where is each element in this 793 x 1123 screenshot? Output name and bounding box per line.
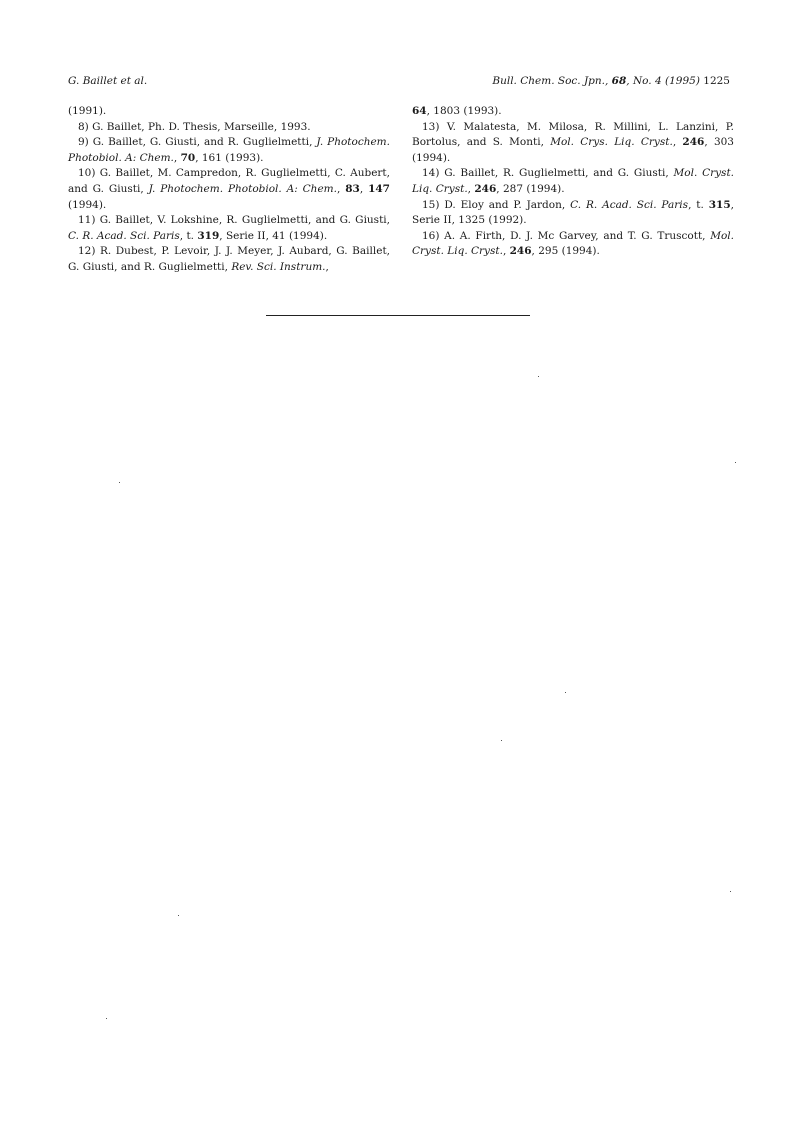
- reference-text: Mol. Cryst. Liq. Cryst.: [412, 229, 734, 258]
- reference-text: 10) G. Baillet, M. Campredon, R. Guglielmetti, C. Aubert, and G. Giusti,: [68, 167, 390, 195]
- references-right-column: [412, 104, 734, 260]
- running-head: [68, 74, 730, 88]
- page-number: 1225: [703, 75, 730, 87]
- header-year: (1995): [665, 75, 700, 87]
- reference-ref12: [68, 244, 390, 275]
- reference-text: ,: [502, 245, 510, 258]
- references-left-column: [68, 104, 390, 276]
- scan-speck: [501, 740, 502, 741]
- reference-text: 246: [474, 182, 497, 195]
- reference-text: C. R. Acad. Sci. Paris: [68, 229, 180, 242]
- reference-text: C. R. Acad. Sci. Paris: [570, 198, 689, 211]
- reference-text: 15) D. Eloy and P. Jardon,: [422, 198, 571, 211]
- reference-text: , 161 (1993).: [195, 151, 264, 164]
- reference-text: ,: [672, 136, 683, 149]
- reference-text: , 1803 (1993).: [426, 105, 502, 117]
- reference-text: 83: [345, 182, 360, 195]
- reference-text: 8) G. Baillet, Ph. D. Thesis, Marseille, 1993.: [78, 120, 311, 133]
- reference-text: , Serie II, 41 (1994).: [219, 229, 328, 242]
- scan-speck: [119, 482, 120, 483]
- reference-text: 319: [197, 229, 220, 242]
- scan-speck: [106, 1018, 107, 1019]
- reference-text: (1991).: [68, 105, 107, 117]
- header-volume: 68: [611, 75, 627, 87]
- reference-text: , t.: [688, 198, 709, 211]
- reference-text: ,: [325, 260, 329, 273]
- reference-text: 70: [180, 151, 196, 164]
- reference-text: 246: [509, 245, 532, 258]
- reference-ref13: [412, 120, 734, 167]
- reference-text: (1994).: [68, 198, 107, 211]
- reference-ref10: [68, 166, 390, 213]
- reference-text: 13) V. Malatesta, M. Milosa, R. Millini, L. Lanzini, P. Bortolus, and S. Monti,: [412, 120, 734, 149]
- header-issue: No. 4: [632, 75, 662, 87]
- reference-text: , Serie II, 1325 (1992).: [412, 198, 734, 227]
- reference-text: , t.: [179, 229, 198, 242]
- reference-cont12: [412, 104, 734, 120]
- scan-speck: [178, 915, 179, 916]
- scan-speck: [730, 891, 731, 892]
- reference-text: J. Photochem. Photobiol. A: Chem.: [68, 136, 390, 164]
- reference-cont7: [68, 104, 390, 120]
- reference-text: 12) R. Dubest, P. Levoir, J. J. Meyer, J. Aubard, G. Baillet, G. Giusti, and R. Guglielmetti,: [68, 245, 390, 273]
- reference-text: 147: [368, 182, 390, 195]
- header-citation: Bull. Chem. Soc. Jpn., 68, No. 4 (1995) 1225: [492, 75, 730, 87]
- reference-text: J. Photochem. Photobiol. A: Chem.: [148, 182, 337, 195]
- reference-ref9: [68, 135, 390, 166]
- reference-text: ,: [467, 182, 475, 195]
- reference-text: 14) G. Baillet, R. Guglielmetti, and G. Giusti,: [422, 167, 674, 180]
- reference-text: 9) G. Baillet, G. Giusti, and R. Guglielmetti,: [78, 136, 317, 149]
- reference-text: ,: [359, 182, 369, 195]
- reference-text: ,: [173, 151, 181, 164]
- reference-text: 315: [708, 198, 731, 211]
- reference-text: 246: [682, 136, 705, 149]
- reference-text: Mol. Crys. Liq. Cryst.: [550, 136, 673, 149]
- scan-speck: [538, 376, 539, 377]
- reference-text: , 295 (1994).: [531, 245, 600, 258]
- scan-speck: [565, 692, 566, 693]
- reference-text: , 303 (1994).: [412, 136, 734, 164]
- reference-text: Mol. Cryst. Liq. Cryst.: [412, 167, 734, 195]
- reference-text: Rev. Sci. Instrum.: [231, 260, 326, 273]
- end-of-article-rule: [266, 315, 530, 316]
- reference-text: , 287 (1994).: [496, 182, 565, 195]
- reference-ref8: [68, 120, 390, 136]
- reference-text: 16) A. A. Firth, D. J. Mc Garvey, and T. G. Truscott,: [422, 229, 711, 242]
- reference-ref14: [412, 166, 734, 197]
- reference-text: 64: [412, 105, 427, 117]
- reference-text: ,: [336, 182, 346, 195]
- header-authors: G. Baillet et al.: [68, 75, 148, 87]
- reference-ref16: [412, 229, 734, 260]
- scan-speck: [735, 462, 736, 463]
- reference-ref11: [68, 213, 390, 244]
- header-journal: Bull. Chem. Soc. Jpn.,: [492, 75, 609, 87]
- reference-text: 11) G. Baillet, V. Lokshine, R. Guglielmetti, and G. Giusti,: [78, 214, 390, 227]
- reference-ref15: [412, 198, 734, 229]
